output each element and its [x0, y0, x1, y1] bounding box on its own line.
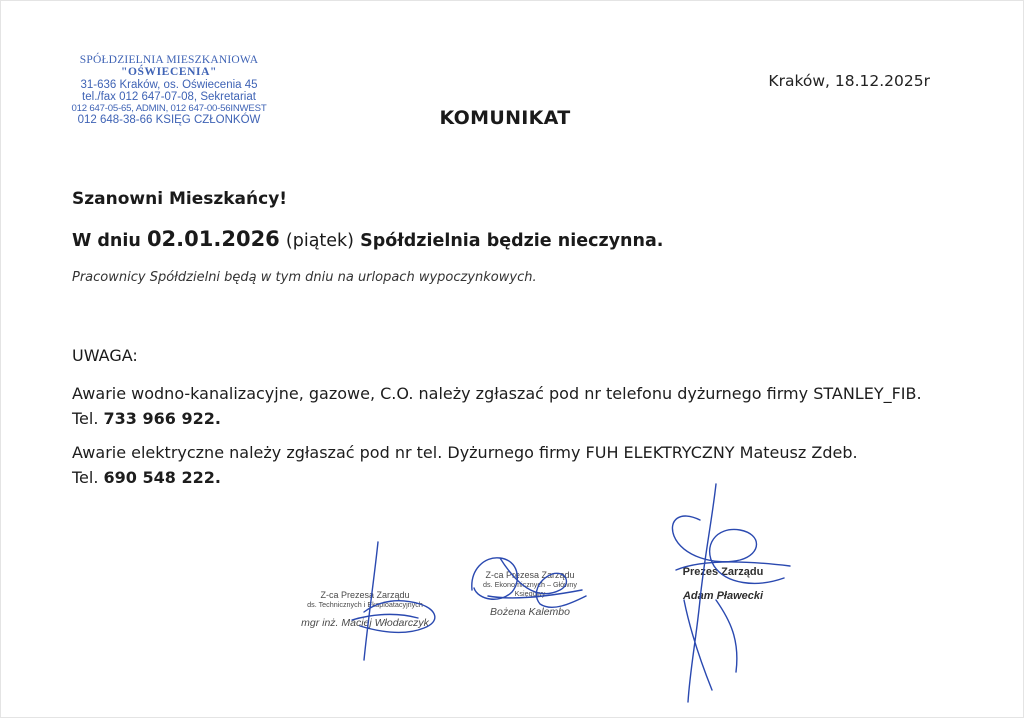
document-date: Kraków, 18.12.2025r — [768, 72, 930, 90]
signature-role-detail: ds. Technicznych i Eksploatacyjnych — [307, 600, 423, 609]
greeting: Szanowni Mieszkańcy! — [72, 189, 288, 209]
signature-role: Prezes Zarządu — [682, 566, 764, 578]
closure-date: 02.01.2026 — [146, 227, 280, 251]
tel-label: Tel. — [72, 408, 99, 428]
emergency-water-text: Awarie wodno-kanalizacyjne, gazowe, C.O. należy zgłaszać pod nr telefonu dyżurnego firmy STANLEY_FIB. — [72, 384, 922, 403]
emergency-electric-text: Awarie elektryczne należy zgłaszać pod nr tel. Dyżurnego firmy FUH ELEKTRYCZNY Mateusz Zdeb. — [72, 443, 858, 462]
signature-role: Z-ca Prezesa Zarządu — [485, 570, 575, 580]
emergency-water-phone — [72, 407, 922, 432]
closure-day: (piątek) — [285, 231, 355, 251]
signature-role: Z-ca Prezesa Zarządu — [320, 590, 410, 600]
emergency-electric-phone — [72, 466, 858, 491]
cooperative-title: "OŚWIECENIA" — [120, 66, 218, 79]
cooperative-name: SPÓŁDZIELNIA MIESZKANIOWA — [79, 54, 259, 66]
signature-role-detail: ds. Ekonomicznych – Główny Księgowy — [483, 580, 577, 598]
cooperative-address: 31-636 Kraków, os. Oświecenia 45 — [80, 78, 258, 91]
emergency-electric-number: 690 548 222. — [103, 467, 221, 487]
signature-president — [658, 566, 788, 602]
staff-note: Pracownicy Spółdzielni będą w tym dniu na urlopach wypoczynkowych. — [72, 270, 537, 285]
document-heading: KOMUNIKAT — [439, 107, 571, 129]
announcement-prefix: W dniu — [72, 231, 147, 251]
announcement-suffix: Spółdzielnia będzie nieczynna. — [354, 231, 664, 251]
emergency-water-paragraph — [72, 382, 922, 432]
signature-economic-deputy — [470, 570, 590, 618]
signature-name: Bożena Kalembo — [490, 606, 570, 618]
phone-members: 012 648-38-66 KSIĘG CZŁONKÓW — [77, 113, 261, 126]
emergency-water-number: 733 966 922. — [103, 408, 221, 428]
signature-name: mgr inż. Maciej Włodarczyk — [301, 617, 429, 629]
tel-label: Tel. — [72, 467, 99, 487]
announcement — [72, 227, 663, 251]
phone-secretariat: tel./fax 012 647-07-08, Sekretariat — [82, 91, 256, 104]
signature-name: Adam Pławecki — [682, 590, 764, 602]
phone-admin: 012 647-05-65, ADMIN, 012 647-00-56INWEST — [71, 102, 267, 114]
warning-label: UWAGA: — [72, 346, 138, 365]
emergency-electric-paragraph — [72, 441, 858, 491]
signature-technical-deputy — [276, 590, 454, 629]
